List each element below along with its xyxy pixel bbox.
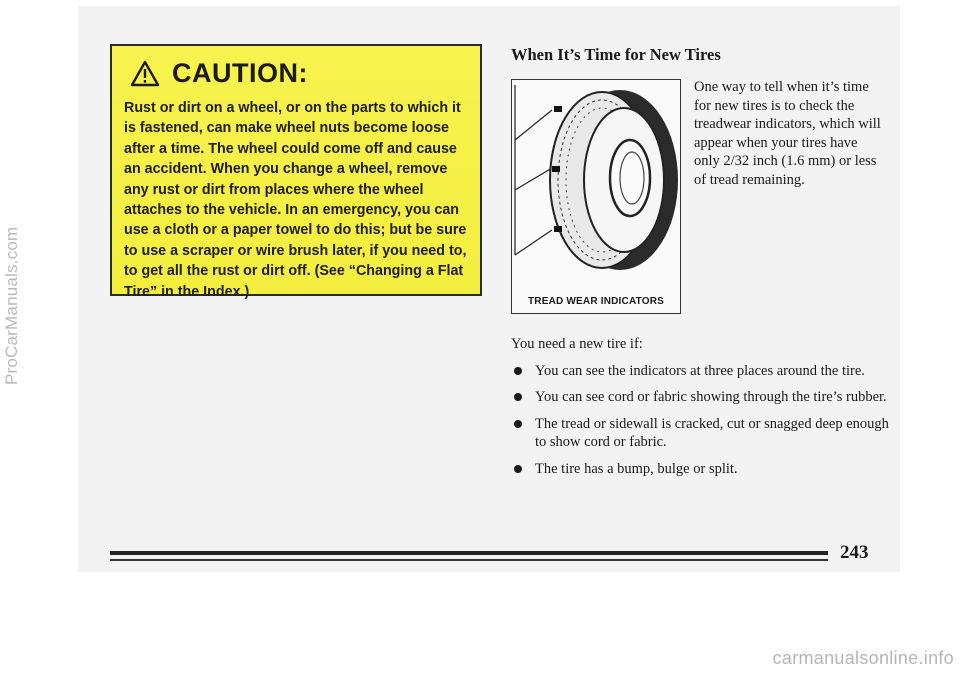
page-number: 243 — [840, 542, 869, 563]
intro-paragraph: One way to tell when it’s time for new tires is to check the treadwear indicators, which will appear when your tires have only 2/32 inch (1.6 mm) or less of tread remaining. — [694, 79, 881, 188]
caution-box — [110, 44, 482, 300]
section-heading: When It’s Time for New Tires — [511, 45, 721, 64]
tire-drawing — [512, 80, 679, 285]
bullet-icon — [514, 367, 522, 375]
list-item: You can see the indicators at three places around the tire. — [511, 362, 891, 380]
footer-rule-thin — [110, 559, 828, 561]
list-item: The tire has a bump, bulge or split. — [511, 460, 891, 478]
bullet-icon — [514, 465, 522, 473]
list-item: You can see cord or fabric showing through the tire’s rubber. — [511, 388, 891, 406]
caution-text: Rust or dirt on a wheel, or on the parts to which it is fastened, can make wheel nuts become loose after a time. The wheel could come off and cause an accident. When you change a wheel, remove any rust or dirt from places where the wheel attaches to the vehicle. In an emergency, you can use a cloth or a paper towel to do this; but be sure to use a scraper or wire brush later, if you need to, to get all the rust or dirt off. (See “Changing a Flat Tire” in the Index.) — [124, 100, 467, 300]
footer-rule — [110, 551, 828, 555]
warning-triangle-icon — [130, 60, 160, 87]
figure-caption: TREAD WEAR INDICATORS — [527, 296, 665, 307]
condition-list — [511, 362, 891, 486]
bullet-icon — [514, 393, 522, 401]
bottom-watermark: carmanualsonline.info — [772, 648, 954, 668]
tire-illustration — [511, 79, 681, 314]
bullet-icon — [514, 420, 522, 428]
caution-title: CAUTION: — [172, 58, 308, 88]
need-new-tire-intro: You need a new tire if: — [511, 336, 643, 352]
side-watermark: ProCarManuals.com — [2, 226, 21, 385]
list-item: The tread or sidewall is cracked, cut or snagged deep enough to show cord or fabric. — [511, 415, 891, 452]
caution-header — [130, 58, 308, 89]
